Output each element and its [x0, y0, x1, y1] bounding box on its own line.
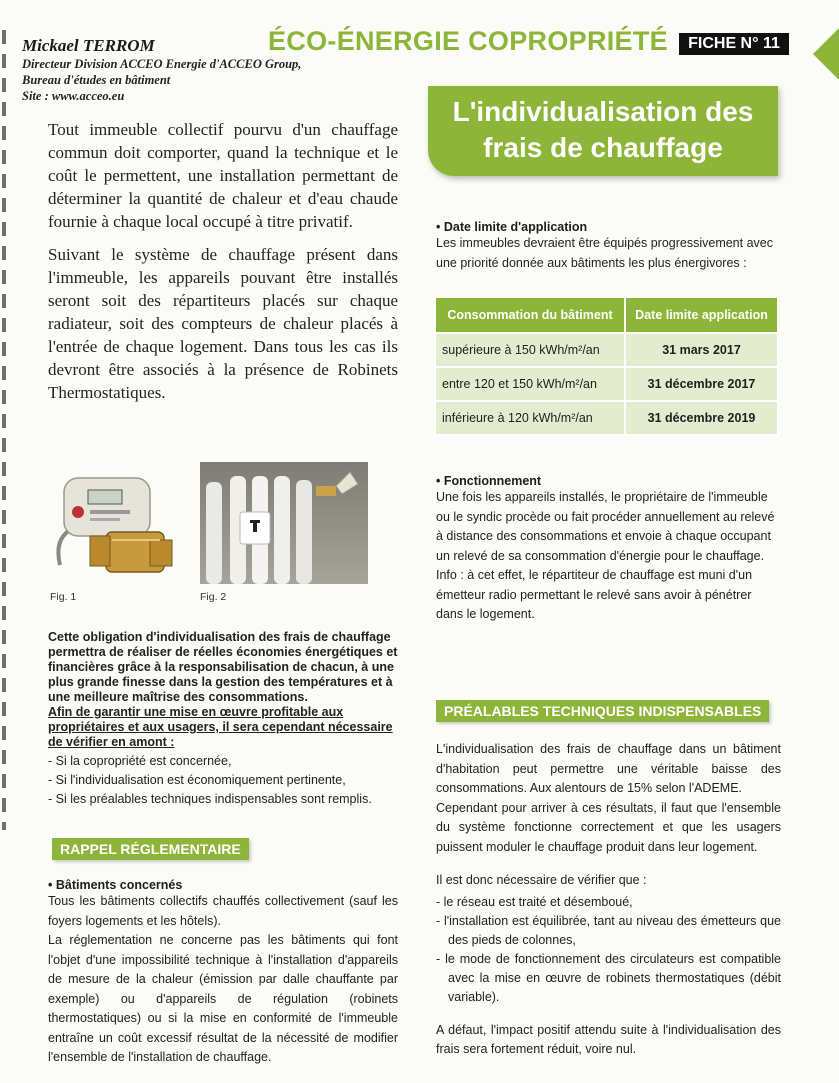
- consumption-table: [434, 296, 779, 436]
- article-title-banner: [428, 86, 778, 176]
- obligation-underline-text: Afin de garantir une mise en œuvre profitable aux propriétaires et aux usagers, il sera cependant nécessaire de vérifier en amont :: [48, 705, 393, 749]
- list-item: - Si les préalables techniques indispensables sont remplis.: [48, 790, 398, 809]
- date-limite-title: • Date limite d'application: [436, 220, 588, 234]
- table-cell-date: 31 décembre 2019: [625, 401, 778, 435]
- obligation-text: Cette obligation d'individualisation des frais de chauffage permettra de réaliser de réelles économies énergétiques et financières grâce à la responsabilisation de chacun, à une plus grande finesse dans la gestion des températures et à une meilleure maîtrise des consommations.: [48, 630, 398, 704]
- fiche-badge: FICHE N° 11: [679, 33, 789, 55]
- table-cell-date: 31 décembre 2017: [625, 367, 778, 401]
- prealables-tag: PRÉALABLES TECHNIQUES INDISPENSABLES: [436, 700, 769, 722]
- list-item: - Si la copropriété est concernée,: [48, 752, 398, 771]
- list-item: - l'installation est équilibrée, tant au niveau des émetteurs que des pieds de colonnes,: [436, 912, 781, 950]
- fonctionnement-title-text: Fonctionnement: [443, 474, 542, 488]
- rappel-section: [48, 878, 398, 1068]
- obligation-list: [48, 752, 398, 809]
- table-cell-date: 31 mars 2017: [625, 333, 778, 367]
- author-name: Mickael TERROM: [22, 36, 155, 55]
- date-limite-text: Les immeubles devraient être équipés progressivement avec une priorité donnée aux bâtiments les plus énergivores :: [436, 236, 773, 270]
- rappel-paragraph-1: Tous les bâtiments collectifs chauffés collectivement (sauf les foyers logements et les hôtels).: [48, 894, 398, 928]
- prealables-paragraph-1: L'individualisation des frais de chauffage dans un bâtiment d'habitation peut permettre une véritable baisse des consommations. Aux alentours de 15% selon l'ADEME.: [436, 742, 781, 795]
- table-cell-conso: entre 120 et 150 kWh/m²/an: [435, 367, 625, 401]
- fig2-caption: Fig. 2: [200, 591, 227, 603]
- prealables-list: [436, 893, 781, 1007]
- batiments-title: • Bâtiments concernés: [48, 878, 183, 892]
- table-cell-conso: inférieure à 120 kWh/m²/an: [435, 401, 625, 435]
- prealables-paragraph-4: A défaut, l'impact positif attendu suite à l'individualisation des frais sera fortement réduit, voire nul.: [436, 1022, 781, 1056]
- date-limite-section: [436, 220, 781, 273]
- rappel-tag: RAPPEL RÉGLEMENTAIRE: [52, 838, 249, 860]
- fig1-heat-meter-image: [50, 470, 178, 585]
- batiments-title-text: Bâtiments concernés: [55, 878, 183, 892]
- fonctionnement-section: [436, 474, 781, 625]
- table-header-row: [435, 297, 778, 333]
- corner-triangle: [813, 28, 839, 80]
- author-role: Directeur Division ACCEO Energie d'ACCEO Group,: [22, 57, 302, 71]
- fonctionnement-info: Info : à cet effet, le répartiteur de chauffage est muni d'un émetteur radio permettant le relevé sans avoir à pénétrer dans le logement.: [436, 568, 753, 621]
- prealables-paragraph-2: Cependant pour arriver à ces résultats, il faut que l'ensemble du système fonctionne correctement et que les usagers puissent moduler le chauffage produit dans leur logement.: [436, 800, 781, 854]
- date-limite-title-text: Date limite d'application: [443, 220, 588, 234]
- fonctionnement-text: Une fois les appareils installés, le propriétaire de l'immeuble ou le syndic procède ou fait procéder annuellement au relevé à distance des consommations et envoie à chaque occupant un relevé de sa consommation d'énergie pour le chauffage.: [436, 490, 775, 563]
- rappel-paragraph-2: La réglementation ne concerne pas les bâtiments qui font l'objet d'une impossibilité technique à l'installation d'appareils de mesure de la chaleur (émission par dalle chauffante par exemple) ou d'appareils de régulation (robinets thermostatiques) ou si la mise en conformité de l'immeuble entraîne un coût excessif résultat de la nécessité de modifier l'ensemble de l'installation de chauffage.: [48, 933, 398, 1064]
- table-cell-conso: supérieure à 150 kWh/m²/an: [435, 333, 625, 367]
- article-title-line2: frais de chauffage: [483, 132, 723, 163]
- intro-paragraph-2: Suivant le système de chauffage présent dans l'immeuble, les appareils pouvant être installés seront soit des répartiteurs placés sur chaque radiateur, soit des compteurs de chaleur placés à l'entrée de chaque logement. Dans tous les cas ils devront être associés à la présence de Robinets Thermostatiques.: [48, 245, 398, 402]
- obligation-section: [48, 630, 398, 809]
- table-row: [435, 333, 778, 367]
- list-item: - le réseau est traité et désemboué,: [436, 893, 781, 912]
- binding-marks: [2, 30, 6, 830]
- author-company: Bureau d'études en bâtiment: [22, 73, 171, 87]
- publication-title: ÉCO-ÉNERGIE COPROPRIÉTÉ: [268, 26, 668, 56]
- list-item: - le mode de fonctionnement des circulateurs est compatible avec la mise en œuvre de robinets thermostatiques (débit variable).: [436, 950, 781, 1007]
- list-item: - Si l'individualisation est économiquement pertinente,: [48, 771, 398, 790]
- fonctionnement-title: • Fonctionnement: [436, 474, 542, 488]
- prealables-section: [436, 740, 781, 1060]
- table-header-date: Date limite application: [625, 297, 778, 333]
- table-row: [435, 367, 778, 401]
- table-header-conso: Consommation du bâtiment: [435, 297, 625, 333]
- article-title-line1: L'individualisation des: [452, 96, 754, 127]
- table-row: [435, 401, 778, 435]
- author-site: Site : www.acceo.eu: [22, 89, 125, 103]
- prealables-paragraph-3: Il est donc nécessaire de vérifier que :: [436, 873, 647, 887]
- intro-paragraph-1: Tout immeuble collectif pourvu d'un chauffage commun doit comporter, quand la technique et le coût le permettent, une installation permettant de déterminer la quantité de chaleur et d'eau chaude fournie à chaque local occupé à titre privatif.: [48, 120, 398, 231]
- intro-text: [48, 118, 398, 414]
- fig2-radiator-image: [200, 462, 368, 584]
- fig1-caption: Fig. 1: [50, 591, 77, 603]
